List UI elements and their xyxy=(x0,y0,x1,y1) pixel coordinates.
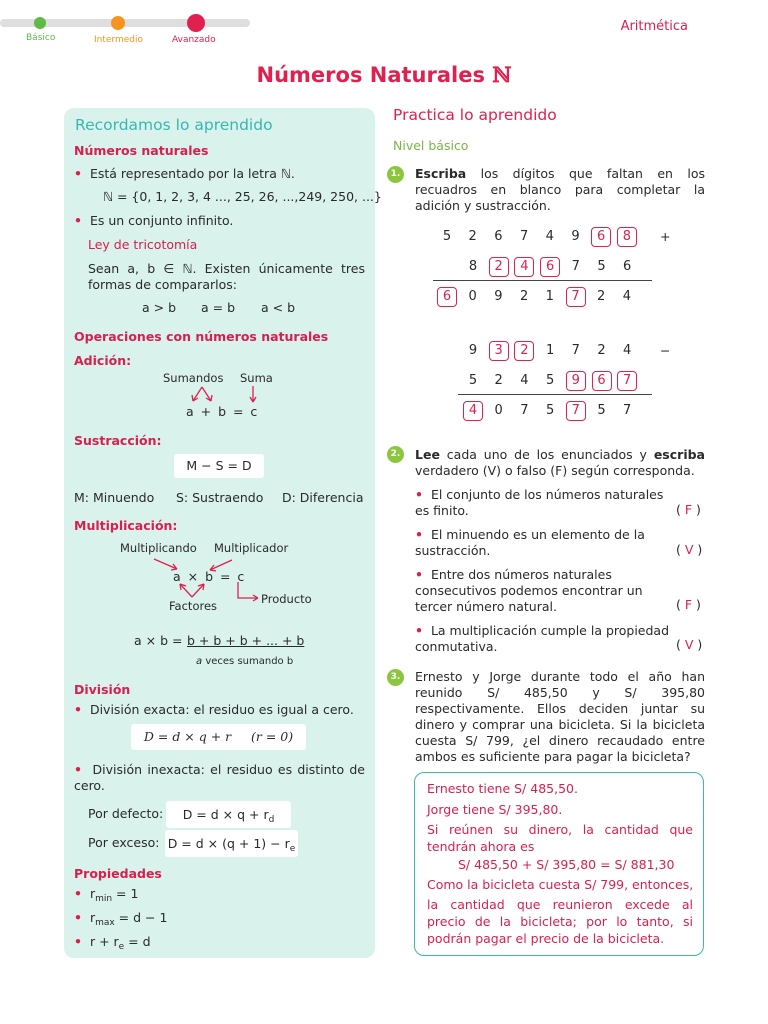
multiplication-expand-note: a veces sumando b xyxy=(196,656,294,667)
division-exact-formula-box: D = d × q + r (r = 0) xyxy=(131,724,306,750)
answer-line-3: Si reúnen su dinero, la cantidad que tendrán ahora es xyxy=(427,822,693,854)
addition-row1-digit-0: 5 xyxy=(442,229,452,244)
subtraction-row3-digit-6: 7 xyxy=(623,403,632,418)
addition-heading: Adición: xyxy=(74,353,132,368)
practice-title: Practica lo aprendido xyxy=(393,106,557,124)
addition-row2-digit-4: 7 xyxy=(571,259,580,274)
addition-row3-digit-0[interactable]: 6 xyxy=(437,287,457,307)
addition-suma-label: Suma xyxy=(240,371,273,385)
subtraction-sign: − xyxy=(660,343,671,358)
review-panel-title: Recordamos lo aprendido xyxy=(75,116,273,134)
subtraction-row3-digit-0[interactable]: 4 xyxy=(463,401,483,421)
multiplication-expand-rhs: b + b + b + ... + b xyxy=(187,633,305,648)
property-rmax: • $r_{max} = d - 1$ xyxy=(74,910,168,928)
addition-row2-digit-3[interactable]: 6 xyxy=(540,257,560,277)
property-r-plus-re: • $r + r_e = d$ xyxy=(74,934,151,952)
addition-rule xyxy=(433,280,652,281)
addition-row1-digit-5: 9 xyxy=(571,229,580,244)
subtraction-row1-digit-5: 2 xyxy=(597,343,606,358)
division-defecto-box: $D = d \times q + r_d$ xyxy=(166,801,291,828)
subtraction-row1-digit-1[interactable]: 3 xyxy=(489,341,509,361)
question-1-badge: 1. xyxy=(387,166,404,183)
answer-line-4: S/ 485,50 + S/ 395,80 = S/ 881,30 xyxy=(458,857,675,872)
trichotomy-case-2: a = b xyxy=(201,300,236,315)
level-dot-basico xyxy=(34,17,46,29)
addition-row2-digit-6: 6 xyxy=(623,259,632,274)
subtraction-row1-digit-2[interactable]: 2 xyxy=(514,341,534,361)
addition-row3-digit-1: 0 xyxy=(468,289,477,304)
subtraction-formula-box: M − S = D xyxy=(174,454,264,478)
trichotomy-heading: Ley de tricotomía xyxy=(88,237,198,252)
division-heading: División xyxy=(74,682,131,697)
addition-sumandos-label: Sumandos xyxy=(163,371,224,385)
subtraction-row2-digit-6[interactable]: 7 xyxy=(617,371,637,391)
subtraction-legend-sustraendo: S: Sustraendo xyxy=(176,490,264,505)
division-exceso-label: Por exceso: xyxy=(88,835,160,850)
producto-label: Producto xyxy=(261,592,312,606)
addition-row1-digit-6[interactable]: 6 xyxy=(591,227,611,247)
practice-level: Nivel básico xyxy=(393,138,469,153)
statement-4-answer: ( V ) xyxy=(676,637,703,652)
subtraction-row3-digit-1: 0 xyxy=(494,403,503,418)
addition-row2-digit-2[interactable]: 4 xyxy=(514,257,534,277)
division-defecto-label: Por defecto: xyxy=(88,806,164,821)
multiplication-formula: a × b = c xyxy=(173,569,245,584)
subtraction-legend-diferencia: D: Diferencia xyxy=(282,490,364,505)
properties-heading: Propiedades xyxy=(74,866,162,881)
subtraction-row2-digit-1: 2 xyxy=(494,373,503,388)
subtraction-row1-digit-3: 1 xyxy=(545,343,555,358)
statement-2-answer: ( V ) xyxy=(676,542,703,557)
statement-4: • La multiplicación cumple la propiedad conmutativa. xyxy=(415,623,670,654)
addition-formula: a + b = c xyxy=(186,404,258,419)
operations-heading: Operaciones con números naturales xyxy=(74,329,329,344)
subtraction-row1-digit-0: 9 xyxy=(468,343,478,358)
statement-3-answer: ( F ) xyxy=(676,597,701,612)
level-label-basico: Básico xyxy=(26,33,56,43)
subtraction-row2-digit-5[interactable]: 6 xyxy=(592,371,612,391)
addition-row3-digit-4: 1 xyxy=(545,289,554,304)
question-3-text: Ernesto y Jorge durante todo el año han reunido S/ 485,50 y S/ 395,80 respectivamente. Ellos deciden juntar su dinero y comprar una bicicleta. Si la bicicleta cuesta S/ 799, ¿el dinero recaudado entre ambos es suficiente para pagar la bicicleta? xyxy=(415,669,705,764)
multiplicando-label: Multiplicando xyxy=(120,541,197,555)
multiplication-expand-lhs: a × b = xyxy=(134,633,183,648)
answer-line-1: Ernesto tiene S/ 485,50. xyxy=(427,781,578,796)
page-title: Números Naturales ℕ xyxy=(256,62,512,87)
multiplication-heading: Multiplicación: xyxy=(74,518,178,533)
subtraction-row1-digit-6: 4 xyxy=(623,343,632,358)
natural-numbers-heading: Números naturales xyxy=(74,143,209,158)
addition-row2-digit-5: 5 xyxy=(597,259,606,274)
addition-row2-digit-0: 8 xyxy=(468,259,478,274)
subtraction-row3-digit-3: 5 xyxy=(545,403,555,418)
division-exceso-box: $D = d \times (q + 1) - r_e$ xyxy=(165,830,298,857)
subtraction-row2-digit-4[interactable]: 9 xyxy=(566,371,586,391)
level-dot-avanzado xyxy=(187,14,205,32)
addition-row1-digit-7[interactable]: 8 xyxy=(617,227,637,247)
addition-row3-digit-3: 2 xyxy=(519,289,529,304)
question-2-badge: 2. xyxy=(387,446,404,463)
answer-line-6: la cantidad que reunieron excede al precio de la bicicleta; por lo tanto, si podrán pagar el precio de la bicicleta. xyxy=(427,897,693,946)
answer-line-5: Como la bicicleta cuesta S/ 799, entonces, xyxy=(427,877,694,892)
subtraction-row3-digit-5: 5 xyxy=(597,403,606,418)
division-bullet-inexact: • División inexacta: el residuo es distinto de cero. xyxy=(74,762,365,793)
trichotomy-case-1: a > b xyxy=(142,300,177,315)
addition-sign: + xyxy=(660,229,671,244)
level-label-intermedio: Intermedio xyxy=(94,35,143,45)
subtraction-row3-digit-2: 7 xyxy=(520,403,529,418)
trichotomy-case-3: a < b xyxy=(261,300,296,315)
subtraction-row2-digit-2: 4 xyxy=(520,373,529,388)
subtraction-row2-digit-0: 5 xyxy=(468,373,478,388)
natural-numbers-bullet-2: • Es un conjunto infinito. xyxy=(74,213,234,228)
question-3-badge: 3. xyxy=(387,669,404,686)
subtraction-row1-digit-4: 7 xyxy=(571,343,580,358)
addition-row3-digit-5[interactable]: 7 xyxy=(566,287,586,307)
addition-row1-digit-4: 4 xyxy=(545,229,554,244)
subtraction-row2-digit-3: 5 xyxy=(545,373,555,388)
multiplicador-label: Multiplicador xyxy=(214,541,289,555)
trichotomy-text: Sean a, b ∈ ℕ. Existen únicamente tres formas de compararlos: xyxy=(88,261,365,292)
subtraction-rule xyxy=(458,394,652,395)
addition-row1-digit-2: 6 xyxy=(494,229,503,244)
natural-numbers-bullet-1: • Está representado por la letra ℕ. xyxy=(74,166,295,181)
subtraction-legend-minuendo: M: Minuendo xyxy=(74,490,155,505)
factores-label: Factores xyxy=(169,599,218,613)
level-dot-intermedio xyxy=(111,16,125,30)
natural-numbers-set: ℕ = {0, 1, 2, 3, 4 ..., 25, 26, ...,249, 250, ...} xyxy=(103,189,382,204)
subtraction-row3-digit-4[interactable]: 7 xyxy=(566,401,586,421)
addition-row1-digit-3: 7 xyxy=(519,229,529,244)
addition-row3-digit-2: 9 xyxy=(494,289,503,304)
addition-row2-digit-1[interactable]: 2 xyxy=(489,257,509,277)
addition-row1-digit-1: 2 xyxy=(468,229,477,244)
addition-row3-digit-6: 2 xyxy=(597,289,606,304)
level-label-avanzado: Avanzado xyxy=(172,35,216,45)
statement-1: • El conjunto de los números naturales es finito. xyxy=(415,487,664,518)
division-bullet-exact: • División exacta: el residuo es igual a cero. xyxy=(74,702,354,717)
question-2-text: Lee cada uno de los enunciados y escriba verdadero (V) o falso (F) según corresponda. xyxy=(415,447,705,478)
property-rmin: • $r_{min} = 1$ xyxy=(74,886,139,904)
subtraction-heading: Sustracción: xyxy=(74,433,162,448)
statement-2: • El minuendo es un elemento de la sustracción. xyxy=(415,527,645,558)
statement-3: • Entre dos números naturales consecutivos podemos encontrar un tercer número natural. xyxy=(415,567,643,614)
question-1-text: Escriba los dígitos que faltan en los recuadros en blanco para completar la adición y sustracción. xyxy=(415,166,705,213)
subject-label: Aritmética xyxy=(620,19,688,34)
addition-row3-digit-7: 4 xyxy=(622,289,632,304)
answer-line-2: Jorge tiene S/ 395,80. xyxy=(427,802,563,817)
statement-1-answer: ( F ) xyxy=(676,502,701,517)
